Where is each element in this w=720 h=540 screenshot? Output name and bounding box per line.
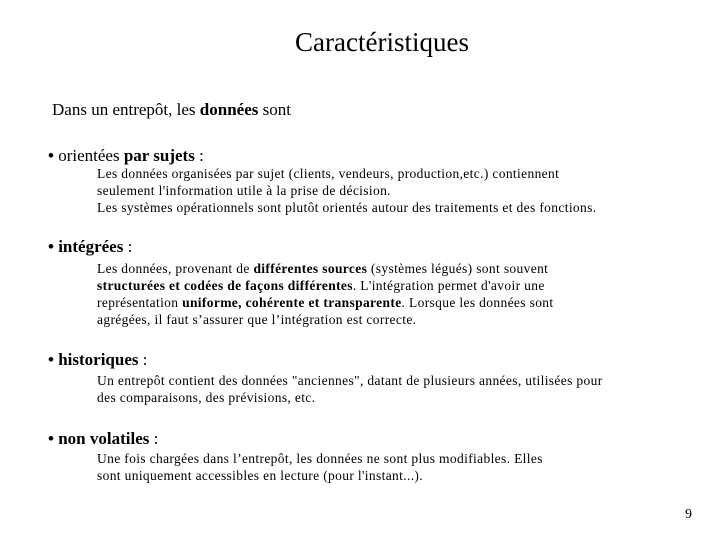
body-line: Les systèmes opérationnels sont plutôt orientés autour des traitements et des fonctions. [97, 200, 597, 215]
heading-colon: : [123, 237, 133, 256]
heading-bold: intégrées [58, 237, 124, 256]
text-run: (systèmes légués) sont souvent [367, 261, 549, 276]
section-heading-nonvolatile [48, 427, 158, 451]
heading-colon: : [149, 429, 159, 448]
section-body-subjects [97, 165, 697, 216]
heading-colon: : [194, 146, 204, 165]
body-line [97, 277, 697, 294]
body-line: Les données organisées par sujet (clients, vendeurs, production,etc.) contiennent [97, 166, 560, 181]
section-body-historical [97, 372, 697, 406]
bullet: • [48, 237, 54, 256]
section-body-nonvolatile [97, 450, 697, 484]
text-run: Les données, provenant de [97, 261, 254, 276]
page-number: 9 [685, 507, 692, 522]
intro-bold: données [199, 100, 259, 119]
text-bold: différentes sources [253, 261, 368, 276]
body-line [97, 294, 697, 311]
body-line: Un entrepôt contient des données "anciennes", datant de plusieurs années, utilisées pour [97, 373, 603, 388]
section-body-integrated [97, 260, 697, 328]
heading-bold: par sujets [123, 146, 195, 165]
text-run: représentation [97, 295, 183, 310]
heading-bold: non volatiles [58, 429, 150, 448]
intro-line [52, 98, 291, 122]
section-heading-integrated [48, 235, 132, 259]
body-line: Une fois chargées dans l’entrepôt, les données ne sont plus modifiables. Elles [97, 451, 543, 466]
text-run: . L'intégration permet d'avoir une [352, 278, 545, 293]
body-line: agrégées, il faut s’assurer que l’intégration est correcte. [97, 312, 417, 327]
body-line [97, 260, 697, 277]
body-line: des comparaisons, des prévisions, etc. [97, 390, 316, 405]
body-line: seulement l'information utile à la prise de décision. [97, 183, 391, 198]
heading-pre: orientées [53, 146, 124, 165]
text-bold: structurées et codées de façons différentes [97, 278, 353, 293]
heading-bold: historiques [58, 350, 139, 369]
section-heading-historical [48, 348, 147, 372]
intro-prefix: Dans un entrepôt, les [52, 100, 200, 119]
bullet: • [48, 429, 54, 448]
heading-colon: : [138, 350, 148, 369]
text-run: . Lorsque les données sont [401, 295, 554, 310]
bullet: • [48, 350, 54, 369]
text-bold: uniforme, cohérente et transparente [182, 295, 402, 310]
intro-suffix: sont [258, 100, 291, 119]
body-line: sont uniquement accessibles en lecture (pour l'instant...). [97, 468, 423, 483]
slide-title: Caractéristiques [295, 27, 469, 57]
bullet: • [48, 146, 54, 165]
